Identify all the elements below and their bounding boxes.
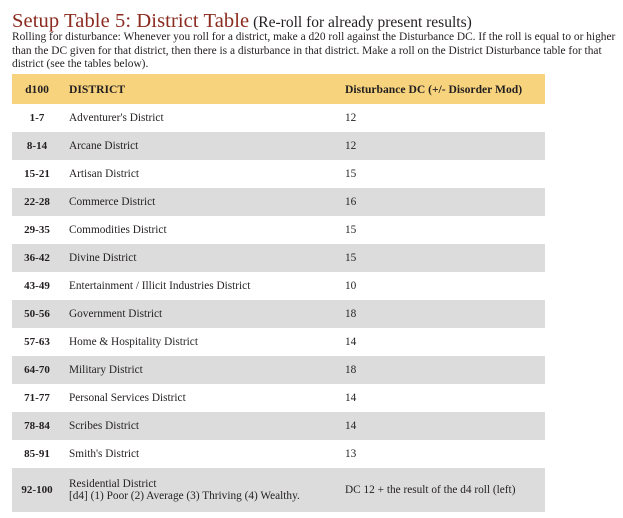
table-row: [12, 132, 545, 160]
district-table: [12, 74, 545, 512]
district-cell: Commodities District: [69, 224, 167, 236]
dc-cell: 15: [345, 168, 357, 180]
table-body: [12, 104, 545, 512]
header-district: DISTRICT: [62, 74, 345, 104]
roll-cell: 1-7: [29, 112, 45, 124]
roll-cell: 15-21: [24, 168, 50, 180]
roll-cell: 85-91: [24, 448, 50, 460]
intro-paragraph: Rolling for disturbance: Whenever you roll for a district, make a d20 roll against the Disturbance DC. If the roll is equal to or higher than the DC given for that district, then there is a disturbance in that district. Make a roll on the District Disturbance table for that district (see the tables below).: [12, 31, 616, 71]
table-row: [12, 328, 545, 356]
roll-cell: 64-70: [12, 356, 62, 384]
table-header-row: [12, 74, 545, 104]
roll-cell: 92-100: [12, 468, 62, 512]
district-cell: Commerce District: [62, 188, 345, 216]
table-row: [12, 440, 545, 468]
dc-cell: 12: [345, 132, 545, 160]
dc-cell: 13: [345, 448, 357, 460]
dc-cell: 18: [345, 356, 545, 384]
table-row: [12, 188, 545, 216]
district-cell: Adventurer's District: [69, 112, 164, 124]
table-title: Setup Table 5: District Table: [12, 10, 250, 32]
district-cell: Divine District: [62, 244, 345, 272]
district-cell: Military District: [62, 356, 345, 384]
dc-cell: 18: [345, 300, 545, 328]
table-subtitle: (Re-roll for already present results): [249, 14, 472, 31]
roll-cell: 57-63: [24, 336, 50, 348]
table-row: [12, 356, 545, 384]
district-detail: [d4] (1) Poor (2) Average (3) Thriving (4) Wealthy.: [69, 490, 300, 502]
table-row: [12, 216, 545, 244]
dc-cell: 14: [345, 392, 357, 404]
table-row: [12, 104, 545, 132]
district-cell: Artisan District: [69, 168, 139, 180]
district-cell: Government District: [62, 300, 345, 328]
table-row-residential: [12, 468, 545, 512]
header-disturbance-dc: Disturbance DC (+/- Disorder Mod): [345, 74, 545, 104]
district-cell: Scribes District: [62, 412, 345, 440]
district-name: Residential District: [69, 478, 157, 490]
district-cell: Personal Services District: [69, 392, 186, 404]
table-row: [12, 244, 545, 272]
dc-cell: DC 12 + the result of the d4 roll (left): [345, 468, 545, 512]
table-row: [12, 412, 545, 440]
dc-cell: 12: [345, 112, 357, 124]
roll-cell: 50-56: [12, 300, 62, 328]
table-row: [12, 384, 545, 412]
roll-cell: 43-49: [24, 280, 50, 292]
table-row: [12, 160, 545, 188]
table-row: [12, 272, 545, 300]
dc-cell: 14: [345, 412, 545, 440]
district-cell: Home & Hospitality District: [69, 336, 198, 348]
district-cell: Smith's District: [69, 448, 140, 460]
roll-cell: 36-42: [12, 244, 62, 272]
roll-cell: 78-84: [12, 412, 62, 440]
dc-cell: 15: [345, 244, 545, 272]
roll-cell: 22-28: [12, 188, 62, 216]
dc-cell: 10: [345, 280, 357, 292]
roll-cell: 29-35: [24, 224, 50, 236]
dc-cell: 16: [345, 188, 545, 216]
district-cell: Entertainment / Illicit Industries District: [69, 280, 251, 292]
roll-cell: 8-14: [12, 132, 62, 160]
district-cell: [62, 468, 345, 512]
header-d100: d100: [12, 74, 62, 104]
dc-cell: 15: [345, 224, 357, 236]
district-cell: Arcane District: [62, 132, 345, 160]
dc-cell: 14: [345, 336, 357, 348]
roll-cell: 71-77: [24, 392, 50, 404]
table-row: [12, 300, 545, 328]
